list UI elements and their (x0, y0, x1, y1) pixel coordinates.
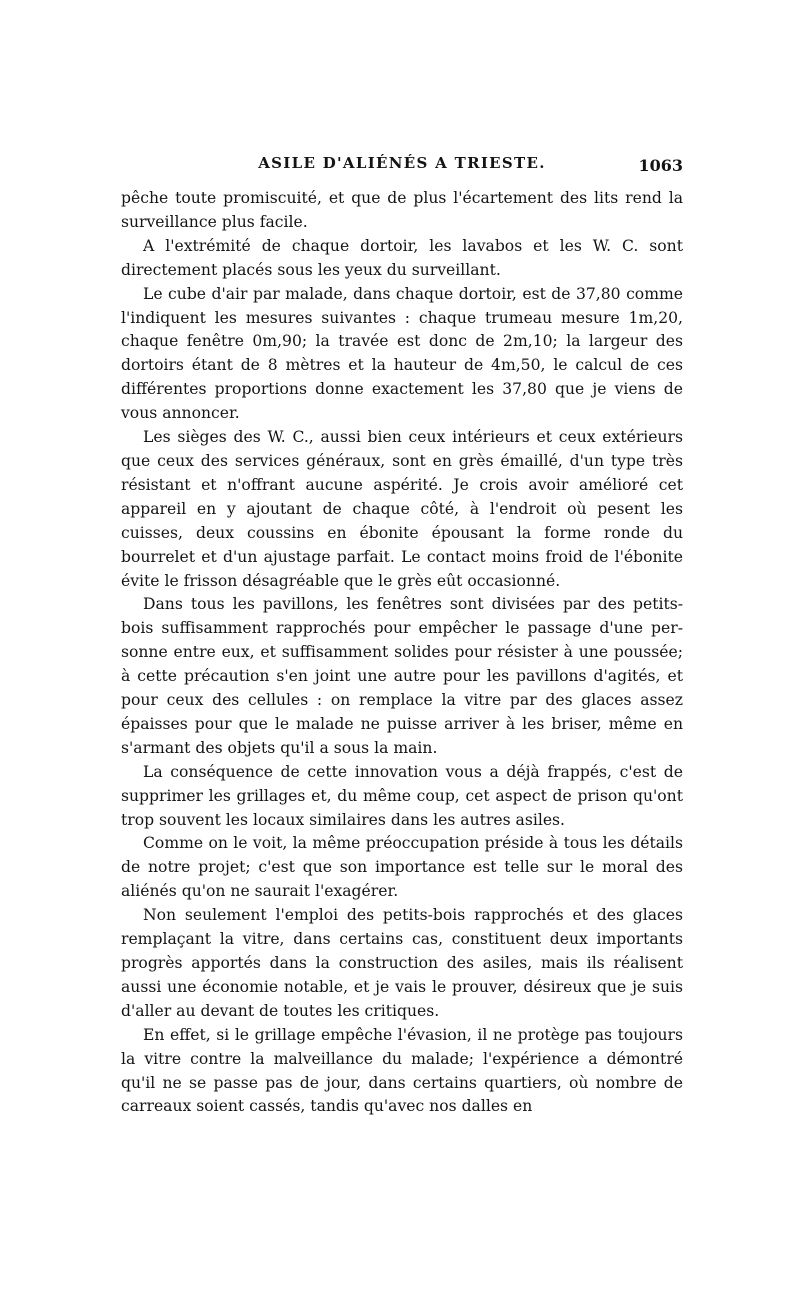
body-text (121, 187, 683, 1119)
paragraph-lavabos: A l'extrémité de chaque dortoir, les lavabos et les W. C. sont directement placés sous les yeux du surveillant. (121, 236, 683, 279)
page-number: 1063 (638, 156, 683, 175)
paragraph-continuation: pêche toute promiscuité, et que de plus l'écartement des lits rend la surveillance plus facile. (121, 189, 683, 231)
paragraph-cube-air: Le cube d'air par malade, dans chaque dortoir, est de 37,80 comme l'indiquent les mesures suivantes : chaque trumeau mesure 1m,20, chaque fenêtre 0m,90; la travée est donc de 2m,10; la largeur des dortoirs étant de 8 mètres et la hauteur de 4m,50, le calcul de ces différentes proportions donne exactement les 37,80 que je viens de vous annoncer. (121, 284, 683, 423)
paragraph-pavillons: Dans tous les pavillons, les fenêtres sont divisées par des petits-bois suffisamment rapprochés pour empêcher le passage d'une personne entre eux, et suffisamment solides pour résister à une poussée; à cette précaution s'en joint une autre pour les pavillons d'agités, et pour ceux des cellules : on remplace la vitre par des glaces assez épaisses pour que le malade ne puisse arriver à les briser, même en s'armant des objets qu'il a sous la main. (121, 595, 683, 757)
paragraph-sieges: Les sièges des W. C., aussi bien ceux intérieurs et ceux extérieurs que ceux des services généraux, sont en grès émaillé, d'un type très résistant et n'offrant aucune aspérité. Je crois avoir amélioré cet appareil en y ajoutant de chaque côté, à l'endroit où pesent les cuisses, deux coussins en ébonite épousant la forme ronde du bourrelet et d'un ajustage parfait. Le contact moins froid de l'ébonite évite le frisson désagréable que le grès eût occasionné. (121, 428, 683, 590)
running-header (121, 150, 683, 178)
paragraph-economie: Non seulement l'emploi des petits-bois rapprochés et des glaces remplaçant la vitre, dans certains cas, constituent deux importants progrès apportés dans la construction des asiles, mais ils réalisent aussi une économie notable, et je vais le prouver, désireux que je suis d'aller au devant de toutes les critiques. (121, 906, 683, 1020)
running-title: ASILE D'ALIÉNÉS A TRIESTE. (258, 154, 546, 172)
paragraph-preoccupation: Comme on le voit, la même préoccupation préside à tous les détails de notre projet; c'est que son importance est telle sur le moral des aliénés qu'on ne saurait l'exagérer. (121, 834, 683, 901)
paragraph-consequence: La conséquence de cette innovation vous a déjà frappés, c'est de supprimer les grillages et, du même coup, cet aspect de prison qu'ont trop souvent les locaux similaires dans les autres asiles. (121, 762, 683, 829)
paragraph-grillage: En effet, si le grillage empêche l'évasion, il ne protège pas toujours la vitre contre la malveillance du malade; l'expérience a démontré qu'il ne se passe pas de jour, dans certains quartiers, où nombre de carreaux soient cassés, tandis qu'avec nos dalles en (121, 1025, 683, 1116)
